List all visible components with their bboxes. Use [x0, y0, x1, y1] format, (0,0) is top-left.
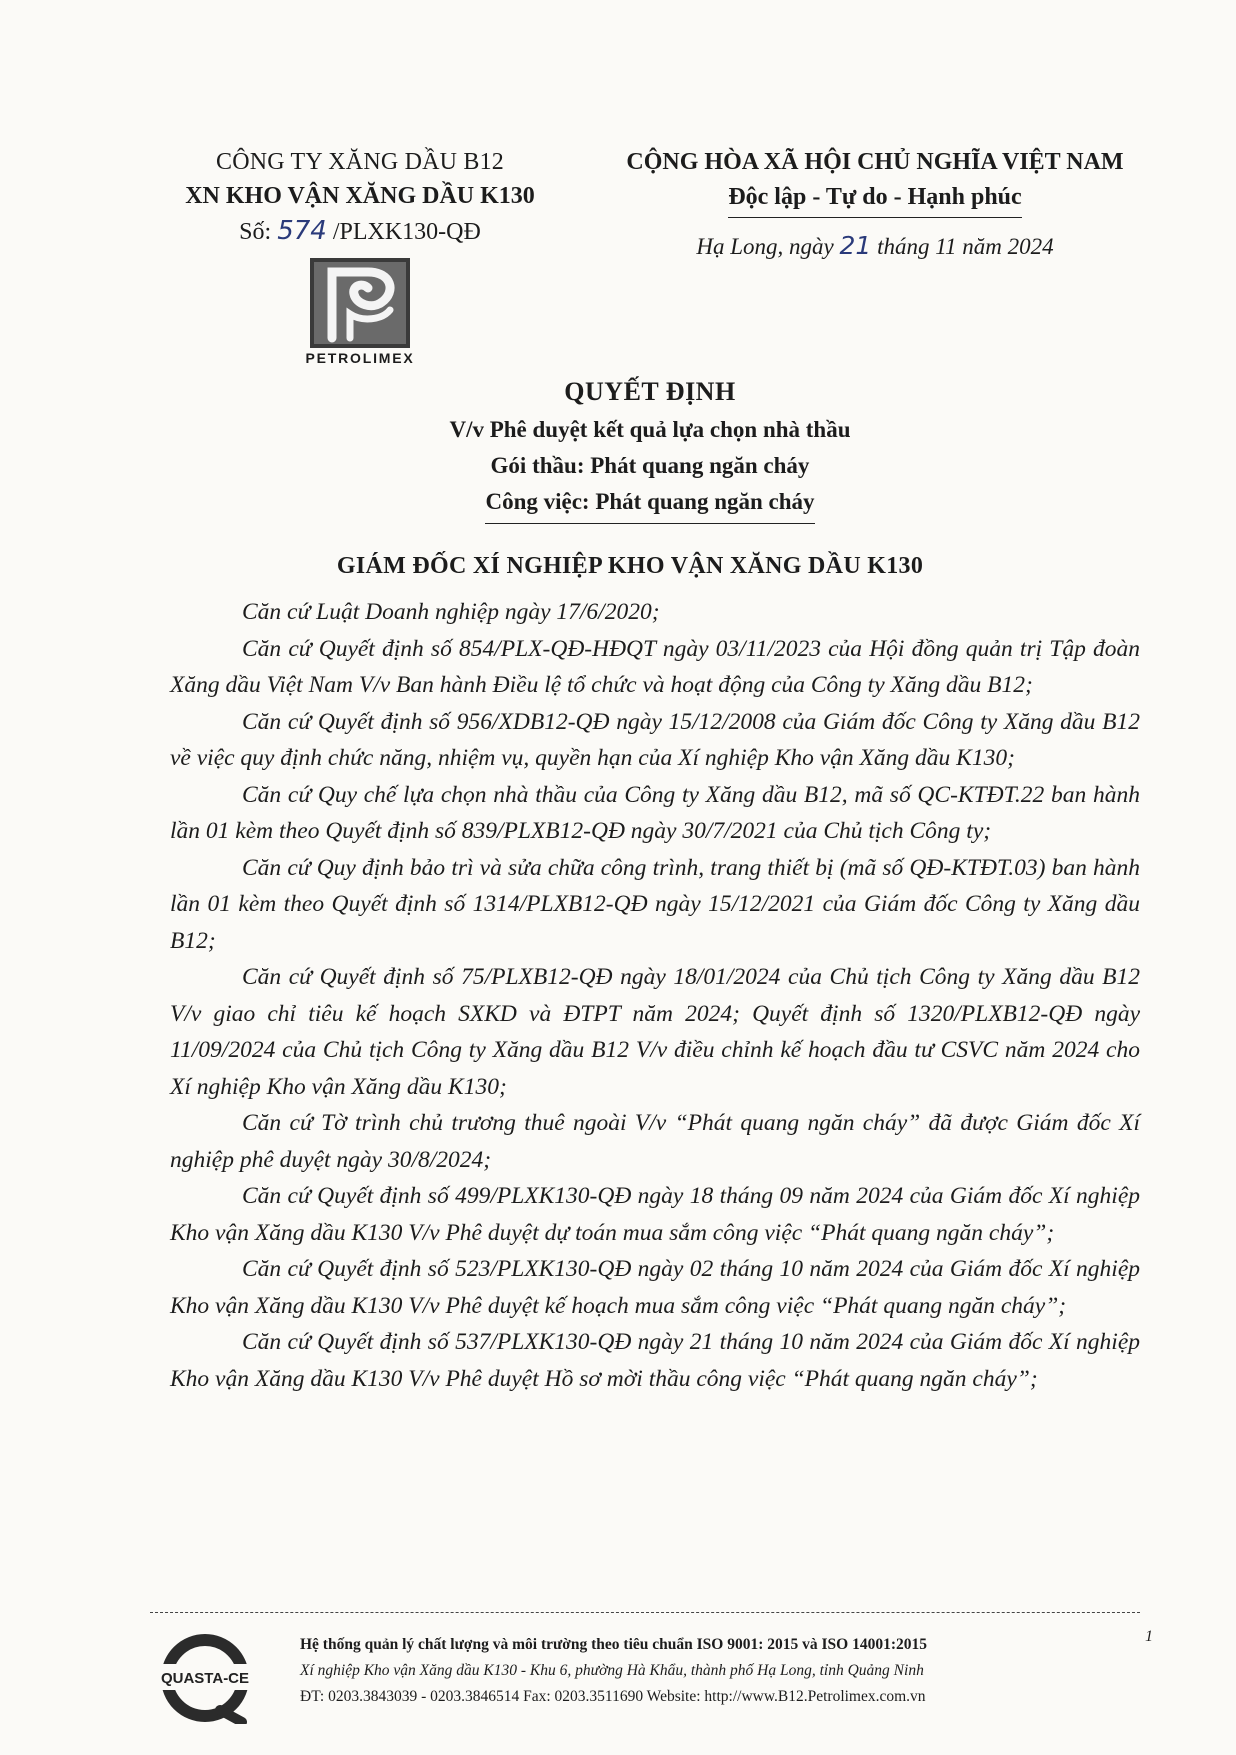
handwritten-day: 21: [839, 231, 872, 260]
company-name: CÔNG TY XĂNG DẦU B12: [215, 149, 504, 175]
footer-info: [300, 1632, 1140, 1710]
country-name: CỘNG HÒA XÃ HỘI CHỦ NGHĨA VIỆT NAM: [626, 149, 1124, 175]
title-main: QUYẾT ĐỊNH: [564, 377, 736, 406]
clause: Căn cứ Quyết định số 523/PLXK130-QĐ ngày 02 tháng 10 năm 2024 của Giám đốc Xí nghiệp Kho vận Xăng dầu K130 V/v Phê duyệt kế hoạch mua sắm công việc “Phát quang ngăn cháy”;: [170, 1256, 1140, 1319]
unit-name: XN KHO VẬN XĂNG DẦU K130: [185, 183, 535, 209]
clause: Căn cứ Luật Doanh nghiệp ngày 17/6/2020;: [242, 599, 660, 625]
handwritten-number: 574: [277, 216, 327, 246]
clause: Căn cứ Quyết định số 854/PLX-QĐ-HĐQT ngày 03/11/2023 của Hội đồng quản trị Tập đoàn Xăng dầu Việt Nam V/v Ban hành Điều lệ tổ chức và hoạt động của Công ty Xăng dầu B12;: [170, 635, 1140, 698]
title-package: Gói thầu: Phát quang ngăn cháy: [490, 453, 810, 478]
footer-divider: [150, 1612, 1140, 1613]
legal-basis-list: [170, 594, 1140, 1397]
footer-iso-line: Hệ thống quản lý chất lượng và môi trường theo tiêu chuẩn ISO 9001: 2015 và ISO 14001:2015: [300, 1636, 927, 1653]
footer-contact-line: ĐT: 0203.3843039 - 0203.3846514 Fax: 0203.3511690 Website: http://www.B12.Petrolimex.com.vn: [300, 1688, 926, 1705]
clause: Căn cứ Quyết định số 499/PLXK130-QĐ ngày 18 tháng 09 năm 2024 của Giám đốc Xí nghiệp Kho vận Xăng dầu K130 V/v Phê duyệt dự toán mua sắm công việc “Phát quang ngăn cháy”;: [170, 1183, 1140, 1246]
issuer-block: [150, 145, 570, 250]
document-number: Số: 574 /PLXK130-QĐ: [239, 216, 481, 246]
national-motto: Độc lập - Tự do - Hạnh phúc: [728, 179, 1021, 218]
quasta-cert-logo-icon: [150, 1632, 260, 1724]
clause: Căn cứ Quyết định số 956/XDB12-QĐ ngày 15/12/2008 của Giám đốc Công ty Xăng dầu B12 về việc quy định chức năng, nhiệm vụ, quyền hạn của Xí nghiệp Kho vận Xăng dầu K130;: [170, 708, 1140, 771]
document-date: Hạ Long, ngày 21 tháng 11 năm 2024: [696, 231, 1054, 260]
clause: Căn cứ Quy chế lựa chọn nhà thầu của Công ty Xăng dầu B12, mã số QC-KTĐT.22 ban hành lần 01 kèm theo Quyết định số 839/PLXB12-QĐ ngày 30/7/2021 của Chủ tịch Công ty;: [170, 781, 1140, 844]
petrolimex-logo-icon: [310, 258, 410, 348]
cert-logo-text: QUASTA-CE: [160, 1670, 250, 1687]
national-heading: [590, 145, 1160, 265]
page-number: 1: [1145, 1628, 1153, 1645]
title-work: Công việc: Phát quang ngăn cháy: [485, 484, 814, 524]
clause: Căn cứ Tờ trình chủ trương thuê ngoài V/v “Phát quang ngăn cháy” đã được Giám đốc Xí nghiệp phê duyệt ngày 30/8/2024;: [170, 1110, 1140, 1173]
director-heading: GIÁM ĐỐC XÍ NGHIỆP KHO VẬN XĂNG DẦU K130: [336, 553, 924, 579]
clause: Căn cứ Quyết định số 75/PLXB12-QĐ ngày 18/01/2024 của Chủ tịch Công ty Xăng dầu B12 V/v giao chỉ tiêu kế hoạch SXKD và ĐTPT năm 2024; Quyết định số 1320/PLXB12-QĐ ngày 11/09/2024 của Chủ tịch Công ty Xăng dầu B12 V/v điều chỉnh kế hoạch đầu tư CSVC năm 2024 cho Xí nghiệp Kho vận Xăng dầu K130;: [170, 964, 1140, 1100]
title-subject: V/v Phê duyệt kết quả lựa chọn nhà thầu: [449, 417, 851, 442]
clause: Căn cứ Quy định bảo trì và sửa chữa công trình, trang thiết bị (mã số QĐ-KTĐT.03) ban hành lần 01 kèm theo Quyết định số 1314/PLXB12-QĐ ngày 15/12/2021 của Giám đốc Công ty Xăng dầu B12;: [170, 854, 1140, 954]
footer-address-line: Xí nghiệp Kho vận Xăng dầu K130 - Khu 6, phường Hà Khẩu, thành phố Hạ Long, tỉnh Quảng Ninh: [300, 1662, 924, 1679]
decision-title: [300, 372, 1000, 524]
clause: Căn cứ Quyết định số 537/PLXK130-QĐ ngày 21 tháng 10 năm 2024 của Giám đốc Xí nghiệp Kho vận Xăng dầu K130 V/v Phê duyệt Hồ sơ mời thầu công việc “Phát quang ngăn cháy”;: [170, 1329, 1140, 1392]
logo-caption: PETROLIMEX: [305, 350, 415, 366]
